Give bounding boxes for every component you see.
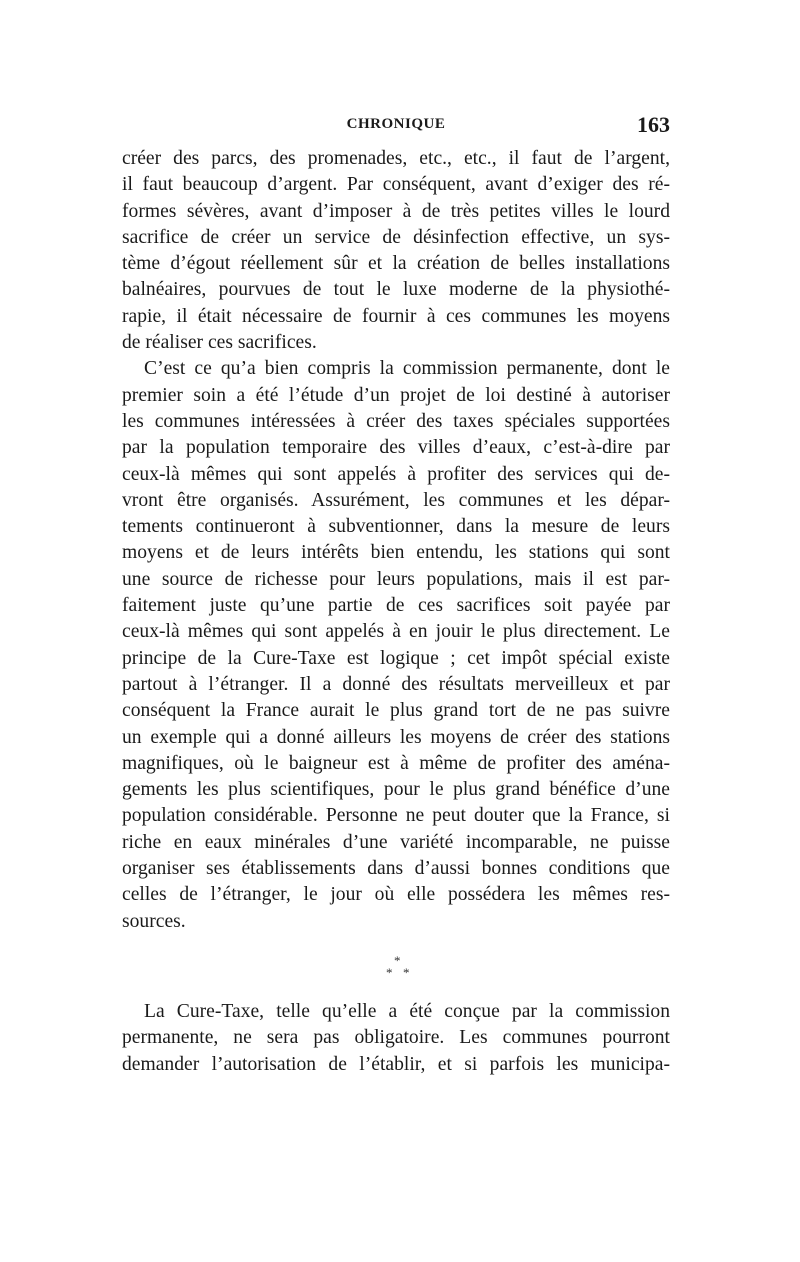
- text-line: formes sévères, avant d’imposer à de très petites villes le lourd: [122, 200, 670, 222]
- text-line: moyens et de leurs intérêts bien entendu, les stations qui sont: [122, 542, 670, 564]
- text-line: principe de la Cure-Taxe est logique ; cet impôt spécial existe: [122, 647, 670, 669]
- text-line: demander l’autorisation de l’établir, et si parfois les municipa-: [122, 1053, 670, 1075]
- text-line: tème d’égout réellement sûr et la création de belles installations: [122, 253, 670, 275]
- text-line: celles de l’étranger, le jour où elle possédera les mêmes res-: [122, 884, 670, 906]
- text-line: sacrifice de créer un service de désinfection effective, un sys-: [122, 226, 670, 248]
- asterism-divider: [122, 945, 670, 993]
- text-line: vront être organisés. Assurément, les communes et les dépar-: [122, 489, 670, 511]
- text-line: magnifiques, où le baigneur est à même de profiter des aména-: [122, 752, 670, 774]
- text-line: un exemple qui a donné ailleurs les moyens de créer des stations: [122, 726, 670, 748]
- text-line: ceux-là mêmes qui sont appelés à profiter des services qui de-: [122, 463, 670, 485]
- text-line: C’est ce qu’a bien compris la commission permanente, dont le: [144, 358, 670, 380]
- paragraph-2: [122, 356, 670, 935]
- text-line: La Cure-Taxe, telle qu’elle a été conçue par la commission: [144, 1000, 670, 1022]
- asterisk-icon: *: [403, 964, 410, 980]
- text-line: tements continueront à subventionner, dans la mesure de leurs: [122, 516, 670, 538]
- text-line: ceux-là mêmes qui sont appelés à en jouir le plus directement. Le: [122, 621, 670, 643]
- text-line: riche en eaux minérales d’une variété incomparable, ne puisse: [122, 831, 670, 853]
- running-title: CHRONIQUE: [346, 116, 446, 132]
- asterisk-icon: *: [394, 952, 401, 968]
- text-line: faitement juste qu’une partie de ces sacrifices soit payée par: [122, 595, 670, 617]
- paragraph-1: [122, 146, 670, 356]
- text-line: sources.: [122, 910, 186, 932]
- text-line: partout à l’étranger. Il a donné des résultats merveilleux et par: [122, 673, 670, 695]
- text-line: les communes intéressées à créer des taxes spéciales supportées: [122, 410, 670, 432]
- text-line: organiser ses établissements dans d’aussi bonnes conditions que: [122, 858, 670, 880]
- paragraph-3: [122, 999, 670, 1078]
- page-content: [122, 112, 670, 1078]
- text-line: balnéaires, pourvues de tout le luxe moderne de la physiothé-: [122, 279, 670, 301]
- text-line: conséquent la France aurait le plus grand tort de ne pas suivre: [122, 700, 670, 722]
- text-line: créer des parcs, des promenades, etc., etc., il faut de l’argent,: [122, 148, 670, 169]
- text-line: population considérable. Personne ne peut douter que la France, si: [122, 805, 670, 827]
- asterisk-icon: *: [386, 964, 393, 980]
- text-line: de réaliser ces sacrifices.: [122, 332, 317, 354]
- text-line: gements les plus scientifiques, pour le plus grand bénéfice d’une: [122, 779, 670, 801]
- text-line: une source de richesse pour leurs populations, mais il est par-: [122, 568, 670, 590]
- running-header: [122, 112, 670, 142]
- text-line: il faut beaucoup d’argent. Par conséquent, avant d’exiger des ré-: [122, 174, 670, 196]
- text-line: rapie, il était nécessaire de fournir à ces communes les moyens: [122, 305, 670, 327]
- page-number: 163: [637, 112, 670, 137]
- text-line: premier soin a été l’étude d’un projet de loi destiné à autoriser: [122, 384, 670, 406]
- text-line: permanente, ne sera pas obligatoire. Les communes pourront: [122, 1027, 670, 1049]
- text-line: par la population temporaire des villes d’eaux, c’est-à-dire par: [122, 437, 670, 459]
